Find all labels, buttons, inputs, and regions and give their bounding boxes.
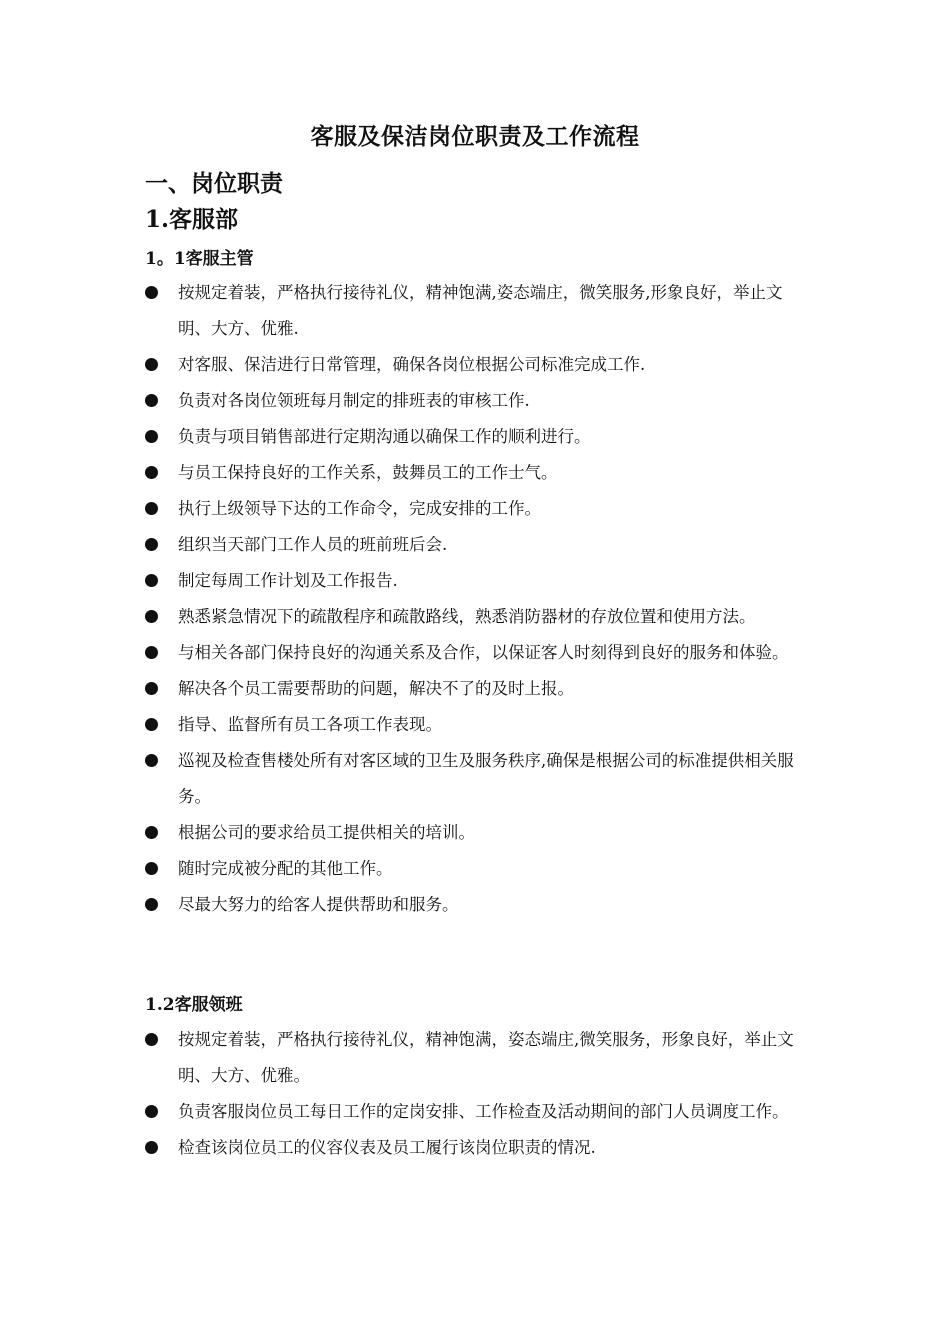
list-item-text: 与相关各部门保持良好的沟通关系及合作，以保证客人时刻得到良好的服务和体验。 bbox=[178, 643, 789, 662]
list-item-text: 解决各个员工需要帮助的问题，解决不了的及时上报。 bbox=[178, 679, 574, 698]
bullet-icon bbox=[145, 1141, 158, 1154]
subsection-heading-team-leader: 1.2客服领班 bbox=[145, 995, 243, 1015]
list-item bbox=[145, 275, 815, 347]
list-item bbox=[145, 851, 815, 887]
list-item-text: 与员工保持良好的工作关系，鼓舞员工的工作士气。 bbox=[178, 463, 558, 482]
list-item bbox=[145, 347, 815, 383]
bullet-icon bbox=[145, 682, 158, 695]
subsection-heading-supervisor: 1。1客服主管 bbox=[145, 249, 254, 269]
bullet-icon bbox=[145, 286, 158, 299]
list-item-text: 组织当天部门工作人员的班前班后会. bbox=[178, 535, 448, 554]
section-heading-duties: 一、岗位职责 bbox=[145, 170, 283, 197]
list-item-text: 指导、监督所有员工各项工作表现。 bbox=[178, 715, 442, 734]
bullet-icon bbox=[145, 1033, 158, 1046]
bullet-icon bbox=[145, 538, 158, 551]
supervisor-duties-list bbox=[145, 275, 815, 923]
list-item bbox=[145, 419, 815, 455]
bullet-icon bbox=[145, 754, 158, 767]
list-item-text: 执行上级领导下达的工作命令，完成安排的工作。 bbox=[178, 499, 541, 518]
list-item-text: 对客服、保洁进行日常管理，确保各岗位根据公司标准完成工作. bbox=[178, 355, 646, 374]
list-item-text: 巡视及检查售楼处所有对客区域的卫生及服务秩序,确保是根据公司的标准提供相关服务。 bbox=[178, 751, 794, 806]
list-item bbox=[145, 527, 815, 563]
list-item bbox=[145, 707, 815, 743]
bullet-icon bbox=[145, 826, 158, 839]
bullet-icon bbox=[145, 466, 158, 479]
bullet-icon bbox=[145, 358, 158, 371]
list-item-text: 负责与项目销售部进行定期沟通以确保工作的顺利进行。 bbox=[178, 427, 591, 446]
list-item-text: 随时完成被分配的其他工作。 bbox=[178, 859, 393, 878]
bullet-icon bbox=[145, 718, 158, 731]
bullet-icon bbox=[145, 394, 158, 407]
list-item-text: 按规定着装，严格执行接待礼仪，精神饱满,姿态端庄，微笑服务,形象良好，举止文明、大方、优雅. bbox=[178, 283, 783, 338]
section-heading-customer-service: 1.客服部 bbox=[145, 206, 239, 233]
list-item-text: 负责客服岗位员工每日工作的定岗安排、工作检查及活动期间的部门人员调度工作。 bbox=[178, 1102, 789, 1121]
list-item bbox=[145, 815, 815, 851]
bullet-icon bbox=[145, 430, 158, 443]
list-item bbox=[145, 455, 815, 491]
list-item bbox=[145, 491, 815, 527]
document-title: 客服及保洁岗位职责及工作流程 bbox=[310, 123, 640, 150]
bullet-icon bbox=[145, 646, 158, 659]
list-item bbox=[145, 671, 815, 707]
team-leader-duties-list bbox=[145, 1022, 815, 1166]
list-item bbox=[145, 1130, 815, 1166]
list-item-text: 根据公司的要求给员工提供相关的培训。 bbox=[178, 823, 475, 842]
list-item bbox=[145, 599, 815, 635]
list-item bbox=[145, 1094, 815, 1130]
list-item bbox=[145, 743, 815, 815]
list-item-text: 制定每周工作计划及工作报告. bbox=[178, 571, 398, 590]
bullet-icon bbox=[145, 1105, 158, 1118]
bullet-icon bbox=[145, 610, 158, 623]
bullet-icon bbox=[145, 574, 158, 587]
list-item bbox=[145, 887, 815, 923]
list-item-text: 熟悉紧急情况下的疏散程序和疏散路线，熟悉消防器材的存放位置和使用方法。 bbox=[178, 607, 756, 626]
list-item bbox=[145, 635, 815, 671]
bullet-icon bbox=[145, 502, 158, 515]
bullet-icon bbox=[145, 862, 158, 875]
list-item-text: 按规定着装，严格执行接待礼仪，精神饱满，姿态端庄,微笑服务，形象良好，举止文明、大方、优雅。 bbox=[178, 1030, 794, 1085]
list-item-text: 尽最大努力的给客人提供帮助和服务。 bbox=[178, 895, 459, 914]
list-item bbox=[145, 563, 815, 599]
list-item-text: 负责对各岗位领班每月制定的排班表的审核工作. bbox=[178, 391, 530, 410]
list-item bbox=[145, 1022, 815, 1094]
list-item-text: 检查该岗位员工的仪容仪表及员工履行该岗位职责的情况. bbox=[178, 1138, 596, 1157]
list-item bbox=[145, 383, 815, 419]
bullet-icon bbox=[145, 898, 158, 911]
